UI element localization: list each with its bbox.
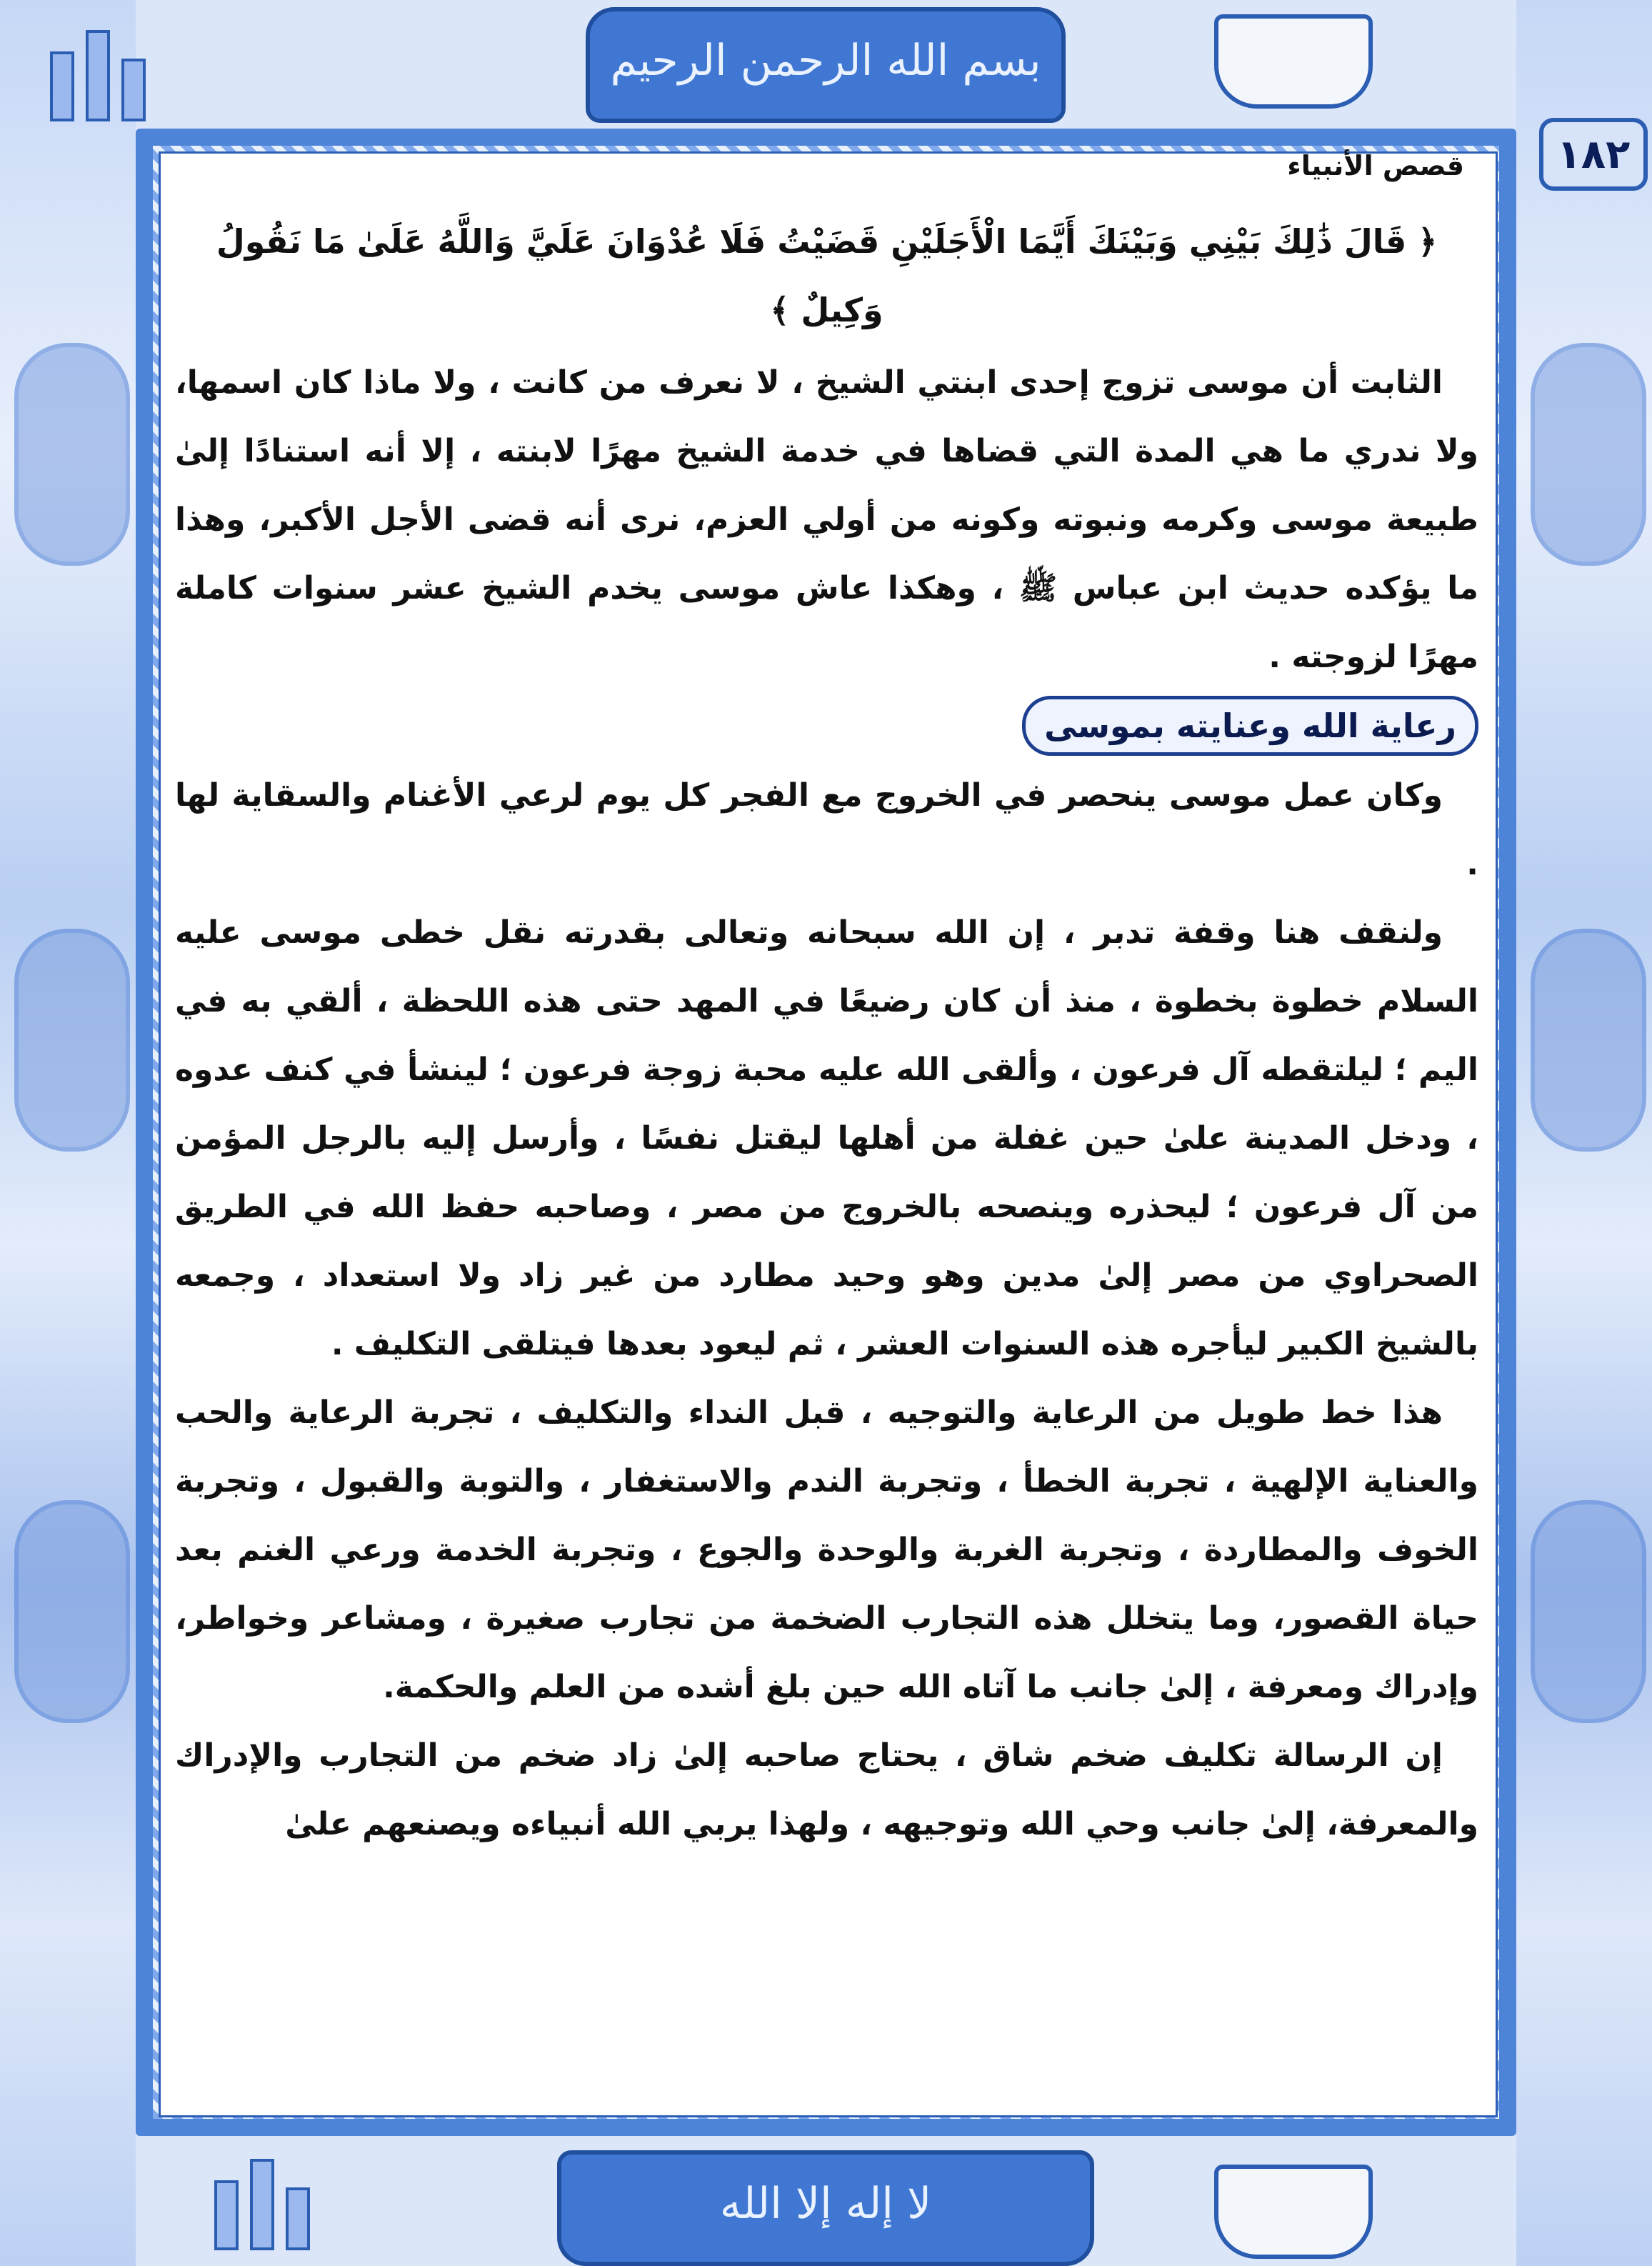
running-head: قصص الأنبياء bbox=[1287, 150, 1464, 181]
medallion-decoration bbox=[1531, 343, 1646, 566]
shahada-banner bbox=[557, 2150, 1094, 2266]
paragraph: إن الرسالة تكليف ضخم شاق ، يحتاج صاحبه إلىٰ زاد ضخم من التجارب والإدراك والمعرفة، إلىٰ جانب وحي الله وتوجيهه ، ولهذا يربي الله أنبياءه ويصنعهم علىٰ bbox=[175, 1737, 1478, 1842]
basmala-text: بسم الله الرحمن الرحيم bbox=[610, 36, 1041, 86]
medallion-decoration bbox=[1531, 1500, 1646, 1723]
page-number: ١٨٢ bbox=[1539, 118, 1648, 191]
paragraph: هذا خط طويل من الرعاية والتوجيه ، قبل النداء والتكليف ، تجربة الرعاية والحب والعناية الإلهية ، تجربة الخطأ ، وتجربة الندم والاستغفار ، والتوبة والقبول ، وتجربة الخوف والمطاردة ، وتجربة الغربة والوحدة والجوع ، وتجربة الخدمة ورعي الغنم بعد حياة القصور، وما يتخلل هذه التجارب الضخمة من تجارب صغيرة ، ومشاعر وخواطر، وإدراك ومعرفة ، إلىٰ جانب ما آتاه الله حين بلغ أشده من العلم والحكمة. bbox=[175, 1394, 1478, 1705]
paragraph: الثابت أن موسى تزوج إحدى ابنتي الشيخ ، لا نعرف من كانت ، ولا ماذا كان اسمها، ولا ندري ما هي المدة التي قضاها في خدمة الشيخ مهرًا لابنته ، إلا أنه استنادًا إلىٰ طبيعة موسى وكرمه ونبوته وكونه من أولي العزم، نرى أنه قضى الأجل الأكبر، وهذا ما يؤكده حديث ابن عباس ﷺ ، وهكذا عاش موسى يخدم الشيخ عشر سنوات كاملة مهرًا لزوجته . bbox=[175, 364, 1478, 675]
open-book-icon bbox=[1214, 14, 1373, 109]
text-content bbox=[175, 207, 1478, 1859]
basmala-banner bbox=[586, 7, 1066, 123]
medallion-decoration bbox=[14, 343, 130, 566]
paragraph: وكان عمل موسى ينحصر في الخروج مع الفجر كل يوم لرعي الأغنام والسقاية لها . bbox=[175, 777, 1478, 882]
section-heading: رعاية الله وعنايته بموسى bbox=[1022, 696, 1478, 756]
medallion-decoration bbox=[1531, 929, 1646, 1152]
shahada-text: لا إله إلا الله bbox=[719, 2179, 932, 2229]
candles-icon bbox=[207, 2143, 314, 2250]
quran-verse: ﴿ قَالَ ذَٰلِكَ بَيْنِي وَبَيْنَكَ أَيَّمَا الْأَجَلَيْنِ قَضَيْتُ فَلَا عُدْوَانَ عَلَيَّ وَاللَّهُ عَلَىٰ مَا نَقُولُ وَكِيلٌ ﴾ bbox=[216, 222, 1438, 329]
left-ornamental-border bbox=[0, 0, 136, 2266]
candles-icon bbox=[43, 14, 150, 121]
paragraph: ولنقف هنا وقفة تدبر ، إن الله سبحانه وتعالى بقدرته نقل خطى موسى عليه السلام خطوة بخطوة ، منذ أن كان رضيعًا في المهد حتى هذه اللحظة ، ألقي به في اليم ؛ ليلتقطه آل فرعون ، وألقى الله عليه محبة زوجة فرعون ؛ لينشأ في كنف عدوه ، ودخل المدينة علىٰ حين غفلة من أهلها ليقتل نفسًا ، وأرسل إليه بالرجل المؤمن من آل فرعون ؛ ليحذره وينصحه بالخروج من مصر ، وصاحبه حفظ الله في الطريق الصحراوي من مصر إلىٰ مدين وهو وحيد مطارد من غير زاد ولا استعداد ، وجمعه بالشيخ الكبير ليأجره هذه السنوات العشر ، ثم ليعود بعدها فيتلقى التكليف . bbox=[175, 914, 1478, 1362]
medallion-decoration bbox=[14, 929, 130, 1152]
section-heading-wrap bbox=[175, 696, 1478, 756]
open-book-icon bbox=[1214, 2165, 1373, 2259]
medallion-decoration bbox=[14, 1500, 130, 1723]
right-ornamental-border bbox=[1516, 0, 1652, 2266]
